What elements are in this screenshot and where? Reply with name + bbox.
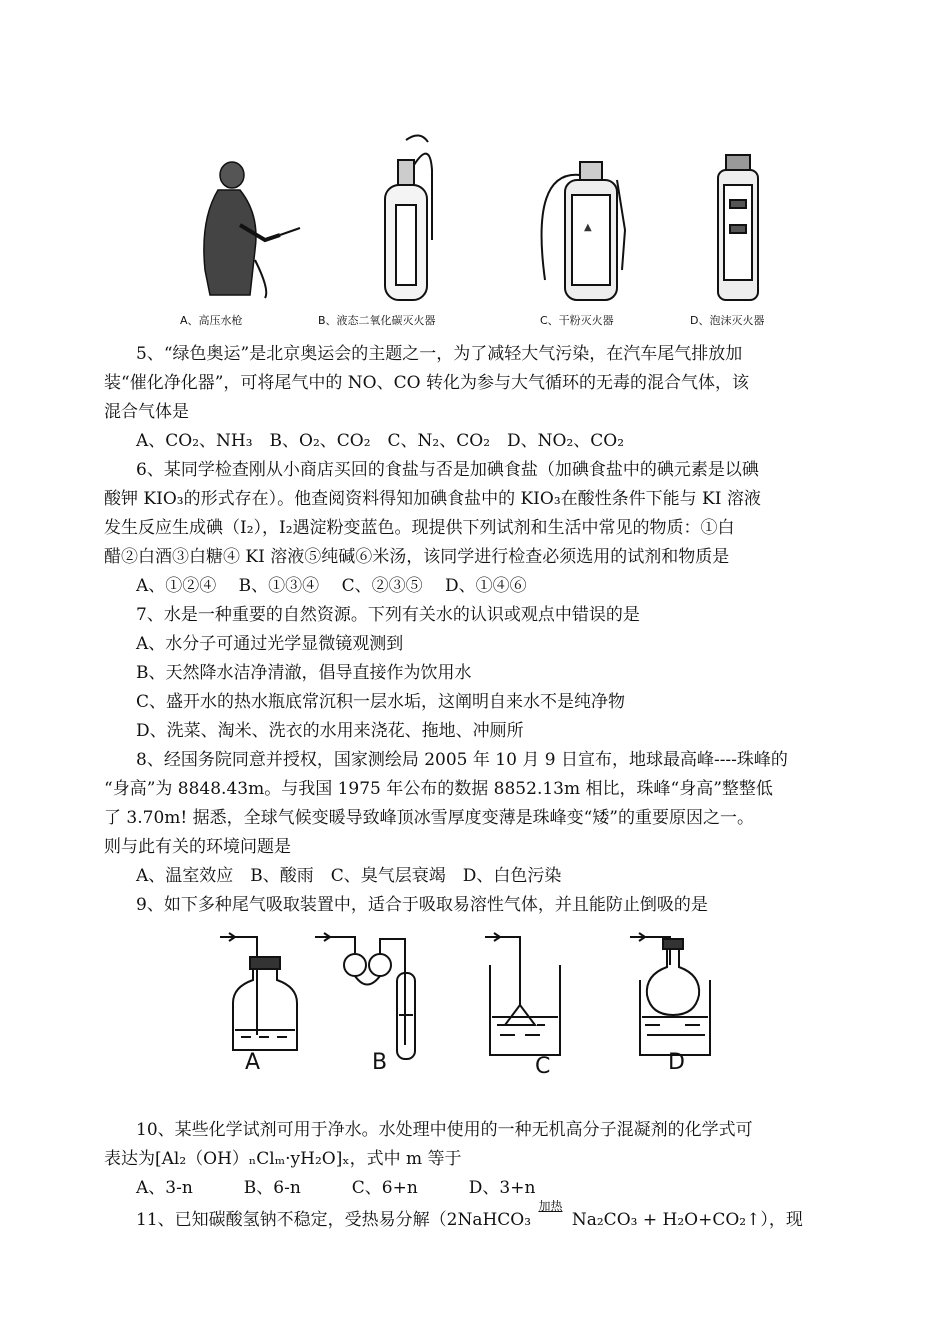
q5-line-1: 5、“绿色奥运”是北京奥运会的主题之一，为了减轻大气污染，在汽车尾气排放加 <box>136 344 743 364</box>
q8-options: A、温室效应 B、酸雨 C、臭气层衰竭 D、白色污染 <box>136 866 562 886</box>
q7-option-b: B、天然降水洁净清澈，倡导直接作为饮用水 <box>136 663 472 683</box>
fire-extinguisher-illustration <box>170 130 790 330</box>
q10-line-2: 表达为[Al₂（OH）ₙClₘ·yH₂O]ₓ，式中 m 等于 <box>104 1149 462 1169</box>
q8-line-1: 8、经国务院同意并授权，国家测绘局 2005 年 10 月 9 日宣布，地球最高峰----珠峰的 <box>136 750 788 770</box>
q6-line-4: 醋②白酒③白糖④ KI 溶液⑤纯碱⑥米汤，该同学进行检查必须选用的试剂和物质是 <box>104 547 730 567</box>
q7-option-a: A、水分子可通过光学显微镜观测到 <box>136 634 404 654</box>
q6-options: A、①②④ B、①③④ C、②③⑤ D、①④⑥ <box>136 576 527 596</box>
q6-line-2: 酸钾 KIO₃的形式存在）。他查阅资料得知加碘食盐中的 KIO₃在酸性条件下能与 KI 溶液 <box>104 489 761 509</box>
q8-line-2: “身高”为 8848.43m。与我国 1975 年公布的数据 8852.13m 相比，珠峰“身高”整整低 <box>104 779 773 799</box>
heating-condition <box>536 1199 566 1235</box>
apparatus-label-b: B <box>372 1050 388 1075</box>
apparatus-label-a: A <box>245 1050 261 1075</box>
q11-line-1 <box>136 1199 803 1235</box>
apparatus-label-d: D <box>668 1050 685 1075</box>
heating-label: 加热 <box>538 1199 563 1213</box>
apparatus-label-c: C <box>535 1054 551 1079</box>
q11-text-b: Na₂CO₃ + H₂O+CO₂↑），现 <box>571 1210 803 1230</box>
q6-line-3: 发生反应生成碘（I₂），I₂遇淀粉变蓝色。现提供下列试剂和生活中常见的物质：①白 <box>104 518 735 538</box>
q6-line-1: 6、某同学检查刚从小商店买回的食盐与否是加碘食盐（加碘食盐中的碘元素是以碘 <box>136 460 759 480</box>
q10-line-1: 10、某些化学试剂可用于净水。水处理中使用的一种无机高分子混凝剂的化学式可 <box>136 1120 753 1140</box>
q10-options: A、3-n B、6-n C、6+n D、3+n <box>136 1178 536 1198</box>
q7-option-d: D、洗菜、淘米、洗衣的水用来浇花、拖地、冲厕所 <box>136 721 524 741</box>
q9-stem: 9、如下多种尾气吸取装置中，适合于吸取易溶性气体，并且能防止倒吸的是 <box>136 895 708 915</box>
q5-line-2: 装“催化净化器”，可将尾气中的 NO、CO 转化为参与大气循环的无毒的混合气体，该 <box>104 373 749 393</box>
apparatus-illustration <box>215 925 735 1085</box>
caption-a: A、高压水枪 <box>180 314 243 327</box>
caption-d: D、泡沫灭火器 <box>690 314 765 327</box>
caption-c: C、干粉灭火器 <box>540 314 614 327</box>
q11-text-a: 11、已知碳酸氢钠不稳定，受热易分解（2NaHCO₃ <box>136 1210 532 1230</box>
q8-line-4: 则与此有关的环境问题是 <box>104 837 291 857</box>
svg-text:▲: ▲ <box>584 222 592 233</box>
caption-b: B、液态二氧化碳灭火器 <box>318 314 436 327</box>
q8-line-3: 了 3.70m! 据悉，全球气候变暖导致峰顶冰雪厚度变薄是珠峰变“矮”的重要原因之一。 <box>104 808 754 828</box>
q7-option-c: C、盛开水的热水瓶底常沉积一层水垢，这阐明自来水不是纯净物 <box>136 692 626 712</box>
gas-absorption-apparatus-figure <box>215 925 735 1085</box>
q5-line-3: 混合气体是 <box>104 402 189 422</box>
fire-extinguisher-figure <box>170 130 790 330</box>
q7-stem: 7、水是一种重要的自然资源。下列有关水的认识或观点中错误的是 <box>136 605 640 625</box>
q5-options: A、CO₂、NH₃ B、O₂、CO₂ C、N₂、CO₂ D、NO₂、CO₂ <box>136 431 625 451</box>
